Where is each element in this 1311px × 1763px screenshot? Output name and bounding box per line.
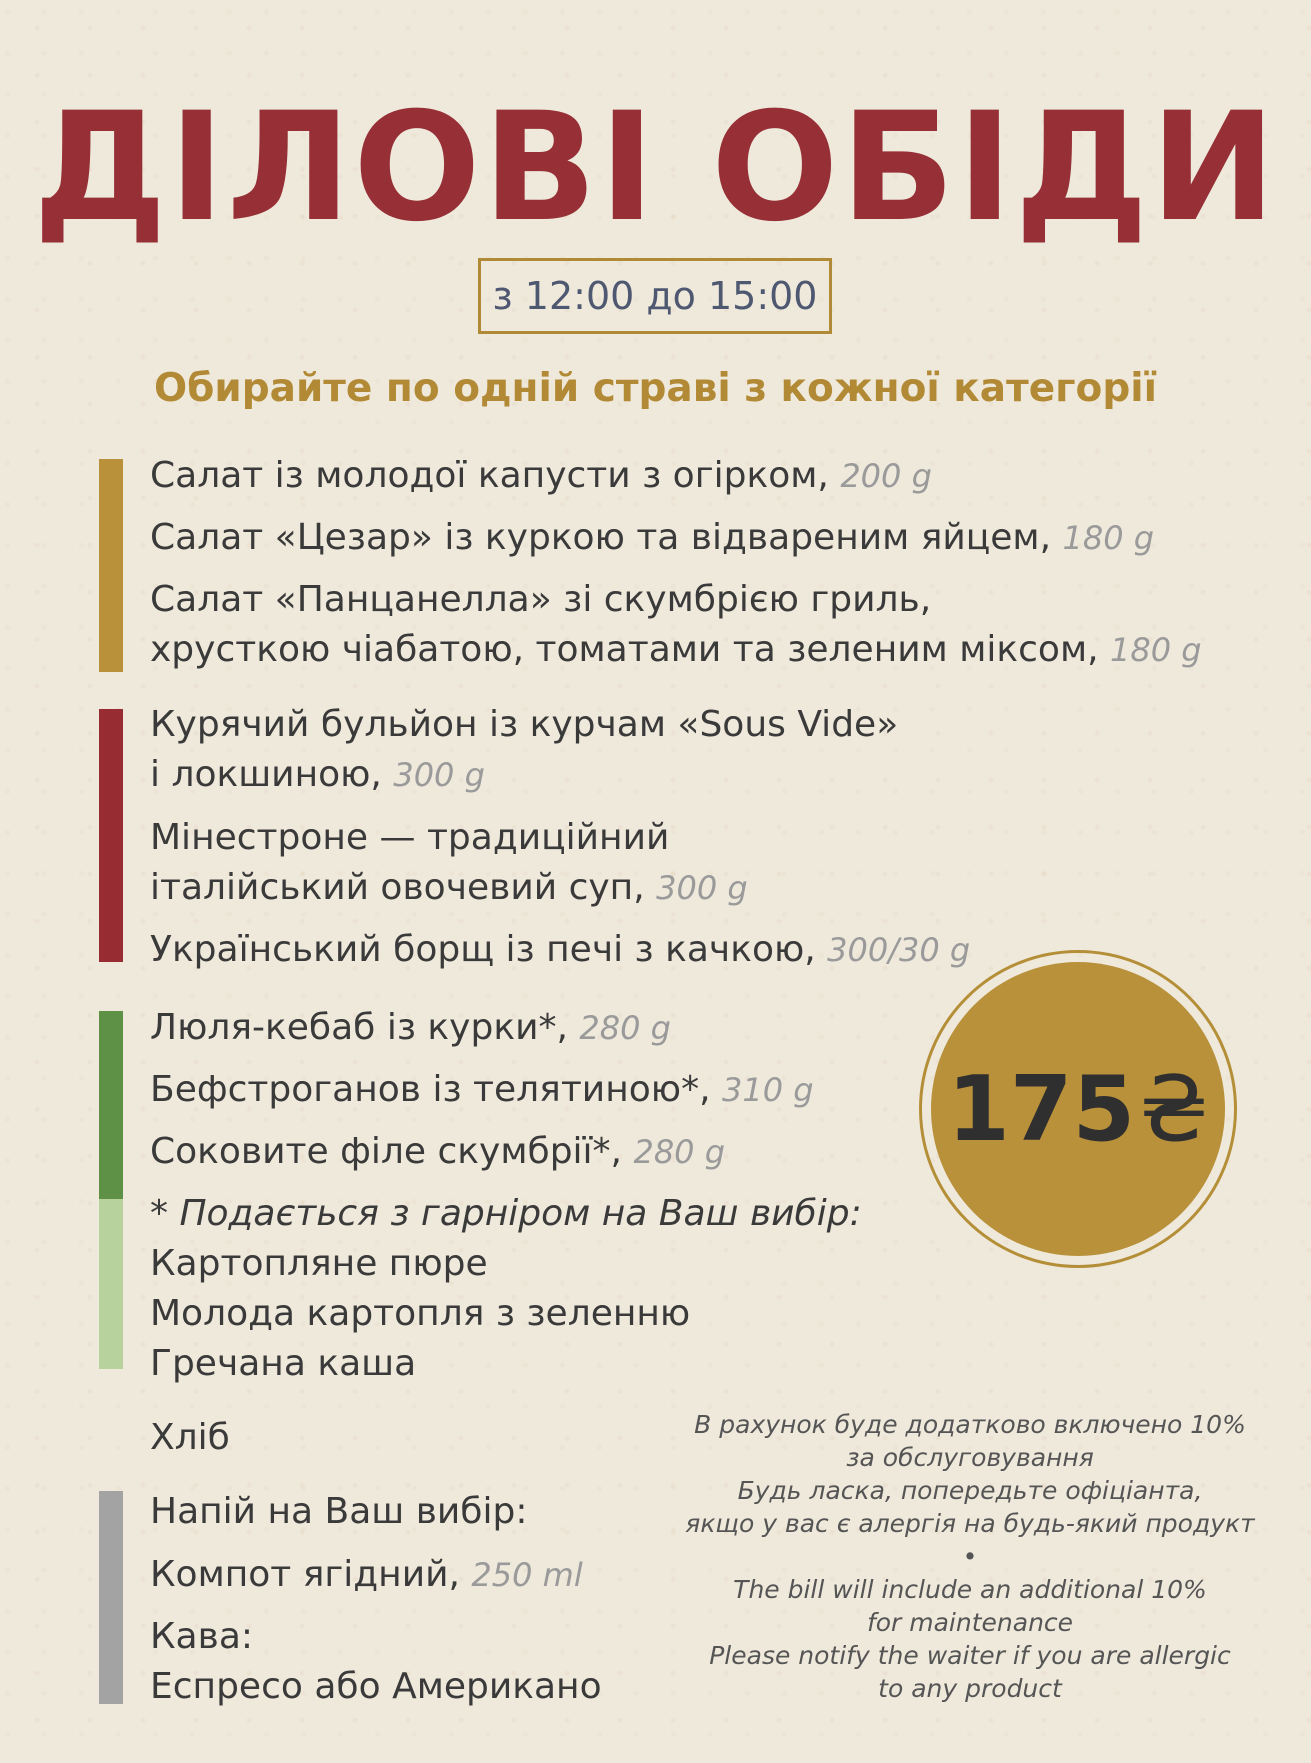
item-name: Український борщ із печі з качкою,	[150, 929, 816, 970]
coffee-options: Еспресо або Американо	[150, 1666, 602, 1707]
item-volume: 250 ml	[471, 1556, 583, 1594]
menu-item-salad-2	[150, 516, 1154, 560]
item-name: і локшиною,	[150, 754, 382, 795]
menu-item-soup-1-line1	[150, 703, 898, 747]
note-en-line4: to any product	[878, 1674, 1062, 1703]
salad-category-bar	[99, 459, 123, 672]
drink-compote	[150, 1553, 583, 1597]
side-dish-2: Молода картопля з зеленню	[150, 1293, 691, 1334]
item-name: хрусткою чіабатою, томатами та зеленим міксом,	[150, 629, 1099, 670]
item-name: Курячий бульйон із курчам «Sous Vide»	[150, 704, 899, 745]
note-ua-line3: Будь ласка, попередьте офіціанта,	[737, 1476, 1203, 1505]
coffee-header: Кава:	[150, 1616, 254, 1657]
menu-item-soup-1-line2	[150, 753, 485, 797]
item-weight: 180 g	[1062, 519, 1155, 557]
menu-item-soup-2-line2	[150, 866, 748, 910]
hours-text: з 12:00 до 15:00	[492, 274, 818, 318]
menu-item-main-3	[150, 1130, 725, 1174]
price-badge	[919, 950, 1237, 1268]
note-ua-line1: В рахунок буде додатково включено 10%	[694, 1410, 1246, 1439]
item-weight: 280 g	[579, 1009, 671, 1047]
menu-item-salad-3-line1	[150, 578, 931, 622]
item-name: італійський овочевий суп,	[150, 867, 645, 908]
menu-item-salad-3-line2	[150, 628, 1202, 672]
menu-item-main-1	[150, 1006, 671, 1050]
subtitle: Обирайте по одній страві з кожної категорії	[154, 366, 1157, 411]
soup-category-bar	[99, 709, 123, 962]
item-name: Салат «Панцанелла» зі скумбрією гриль,	[150, 579, 932, 620]
item-name: Бефстроганов із телятиною*,	[150, 1069, 711, 1110]
item-name: Салат «Цезар» із куркою та відвареним яйцем,	[150, 517, 1052, 558]
item-name: Салат із молодої капусти з огірком,	[150, 455, 829, 496]
service-notes	[670, 1408, 1270, 1705]
item-weight: 300 g	[393, 756, 485, 794]
menu-item-salad-1	[150, 454, 932, 498]
side-dish-1: Картопляне пюре	[150, 1243, 488, 1284]
price-circle	[931, 962, 1225, 1256]
note-separator: •	[962, 1542, 978, 1571]
drinks-header: Напій на Ваш вибір:	[150, 1491, 528, 1532]
bread-item: Хліб	[150, 1417, 230, 1458]
hryvnia-icon: ₴	[1139, 1056, 1209, 1162]
item-weight: 300/30 g	[827, 931, 971, 969]
note-en-line1: The bill will include an additional 10%	[733, 1575, 1207, 1604]
note-ua-line4: якщо у вас є алергія на будь-який продукт	[685, 1509, 1255, 1538]
main-category-bar	[99, 1011, 123, 1199]
page-title: ДІЛОВІ ОБІДИ	[33, 81, 1278, 255]
item-weight: 300 g	[656, 869, 748, 907]
side-dish-note: * Подається з гарніром на Ваш вибір:	[150, 1193, 862, 1234]
menu-item-soup-2-line1	[150, 816, 669, 860]
menu-item-main-2	[150, 1068, 814, 1112]
item-name: Люля-кебаб із курки*,	[150, 1007, 568, 1048]
side-category-bar	[99, 1199, 123, 1369]
item-weight: 200 g	[840, 457, 932, 495]
item-weight: 310 g	[721, 1071, 814, 1109]
side-dish-3: Гречана каша	[150, 1343, 417, 1384]
item-name: Соковите філе скумбрії*,	[150, 1131, 622, 1172]
hours-box	[478, 258, 832, 334]
note-en-line3: Please notify the waiter if you are allergic	[709, 1641, 1231, 1670]
item-weight: 280 g	[633, 1133, 726, 1171]
item-weight: 180 g	[1110, 631, 1202, 669]
item-name: Мінестроне — традиційний	[150, 817, 670, 858]
price-amount: 175	[947, 1056, 1136, 1162]
item-name: Компот ягідний,	[150, 1554, 460, 1595]
drink-category-bar	[99, 1491, 123, 1704]
note-en-line2: for maintenance	[866, 1608, 1074, 1637]
note-ua-line2: за обслуговування	[846, 1443, 1094, 1472]
menu-item-soup-3	[150, 928, 970, 972]
